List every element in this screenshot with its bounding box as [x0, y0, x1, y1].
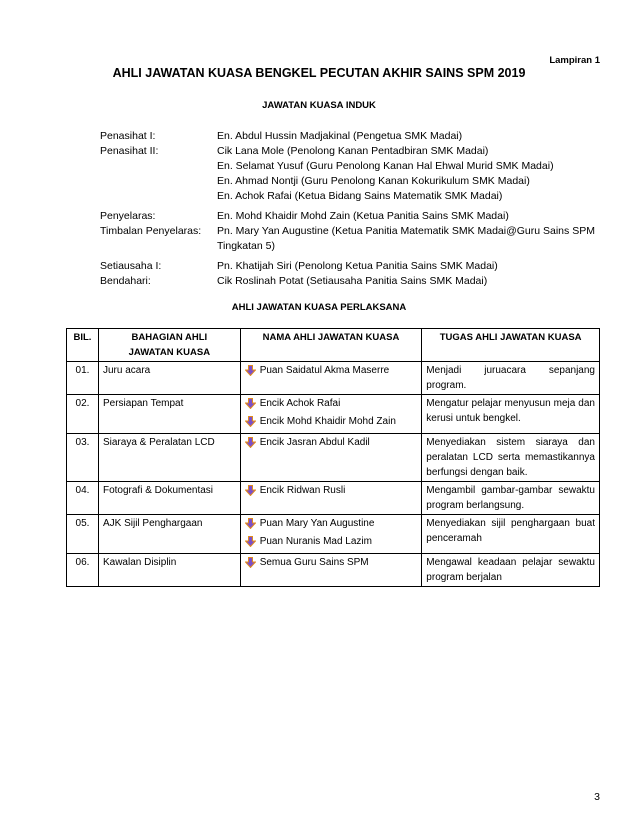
induk-role: Bendahari:	[100, 275, 151, 287]
induk-name: Pn. Khatijah Siri (Penolong Ketua Panitia Sains SMK Madai)	[217, 260, 498, 272]
cell-tugas: Mengatur pelajar menyusun meja dan kerusi untuk bengkel.	[422, 395, 600, 434]
person-name: Encik Ridwan Rusli	[259, 485, 346, 496]
cell-nama	[240, 434, 422, 482]
arrow-down-bullet-icon	[245, 516, 257, 534]
perlaksana-table	[66, 328, 600, 587]
induk-role: Timbalan Penyelaras:	[100, 225, 202, 237]
header-bahagian-line1: BAHAGIAN AHLI	[131, 332, 208, 343]
header-bahagian	[98, 329, 240, 362]
arrow-down-bullet-icon	[245, 414, 257, 432]
table-row	[67, 515, 600, 554]
induk-row	[100, 129, 610, 144]
arrow-down-bullet-icon	[245, 435, 257, 453]
induk-committee-list	[100, 129, 610, 289]
person-entry	[245, 363, 418, 381]
table-row	[67, 395, 600, 434]
induk-names	[217, 209, 610, 224]
person-entry	[245, 414, 418, 432]
induk-name: Tingkatan 5)	[217, 240, 275, 252]
cell-bahagian: Persiapan Tempat	[98, 395, 240, 434]
table-body	[67, 362, 600, 587]
person-name: Encik Achok Rafai	[259, 398, 341, 409]
cell-bahagian: Fotografi & Dokumentasi	[98, 482, 240, 515]
person-entry	[245, 534, 418, 552]
cell-bahagian: AJK Sijil Penghargaan	[98, 515, 240, 554]
cell-bil: 05.	[67, 515, 99, 554]
person-entry	[245, 396, 418, 414]
person-entry	[245, 555, 418, 573]
induk-row	[100, 259, 610, 274]
cell-nama	[240, 515, 422, 554]
person-entry	[245, 516, 418, 534]
table-row	[67, 482, 600, 515]
cell-bahagian: Siaraya & Peralatan LCD	[98, 434, 240, 482]
induk-role: Penasihat I:	[100, 130, 156, 142]
induk-role: Penasihat II:	[100, 145, 159, 157]
induk-name: En. Ahmad Nontji (Guru Penolong Kanan Kokurikulum SMK Madai)	[217, 175, 530, 187]
cell-nama	[240, 362, 422, 395]
induk-names	[217, 144, 610, 204]
appendix-label: Lampiran 1	[549, 55, 600, 66]
cell-nama	[240, 554, 422, 587]
table-row	[67, 362, 600, 395]
arrow-down-bullet-icon	[245, 534, 257, 552]
table-row	[67, 554, 600, 587]
induk-name: Cik Roslinah Potat (Setiausaha Panitia Sains SMK Madai)	[217, 275, 488, 287]
cell-bil: 06.	[67, 554, 99, 587]
header-bil: BIL.	[67, 329, 99, 362]
cell-tugas: Menyediakan sistem siaraya dan peralatan LCD serta memastikannya berfungsi dengan baik.	[422, 434, 600, 482]
induk-name: En. Selamat Yusuf (Guru Penolong Kanan Hal Ehwal Murid SMK Madai)	[217, 160, 554, 172]
induk-row	[100, 274, 610, 289]
arrow-down-bullet-icon	[245, 555, 257, 573]
cell-bil: 01.	[67, 362, 99, 395]
induk-role: Penyelaras:	[100, 210, 156, 222]
induk-row	[100, 224, 610, 254]
arrow-down-bullet-icon	[245, 363, 257, 381]
cell-bil: 04.	[67, 482, 99, 515]
person-name: Encik Jasran Abdul Kadil	[259, 437, 370, 448]
induk-names	[217, 224, 610, 254]
cell-tugas: Mengambil gambar-gambar sewaktu program berlangsung.	[422, 482, 600, 515]
cell-bil: 02.	[67, 395, 99, 434]
induk-names	[217, 274, 610, 289]
person-name: Encik Mohd Khaidir Mohd Zain	[259, 416, 396, 427]
arrow-down-bullet-icon	[245, 396, 257, 414]
header-bahagian-line2: JAWATAN KUASA	[128, 347, 211, 358]
induk-row	[100, 144, 610, 204]
induk-names	[217, 259, 610, 274]
induk-name: En. Mohd Khaidir Mohd Zain (Ketua Panitia Sains SMK Madai)	[217, 210, 509, 222]
table-row	[67, 434, 600, 482]
person-entry	[245, 483, 418, 501]
header-tugas: TUGAS AHLI JAWATAN KUASA	[422, 329, 600, 362]
induk-name: Pn. Mary Yan Augustine (Ketua Panitia Matematik SMK Madai@Guru Sains SPM	[217, 225, 595, 237]
cell-tugas: Menjadi juruacara sepanjang program.	[422, 362, 600, 395]
person-name: Puan Saidatul Akma Maserre	[259, 365, 390, 376]
page-number: 3	[594, 791, 600, 803]
person-name: Puan Mary Yan Augustine	[259, 518, 375, 529]
header-nama: NAMA AHLI JAWATAN KUASA	[240, 329, 422, 362]
perlaksana-heading: AHLI JAWATAN KUASA PERLAKSANA	[231, 302, 407, 313]
cell-bahagian: Kawalan Disiplin	[98, 554, 240, 587]
cell-bil: 03.	[67, 434, 99, 482]
cell-tugas: Menyediakan sijil penghargaan buat penceramah	[422, 515, 600, 554]
person-name: Semua Guru Sains SPM	[259, 557, 369, 568]
cell-nama	[240, 482, 422, 515]
induk-heading: JAWATAN KUASA INDUK	[262, 100, 376, 111]
arrow-down-bullet-icon	[245, 483, 257, 501]
table-header-row	[67, 329, 600, 362]
cell-tugas: Mengawal keadaan pelajar sewaktu program berjalan	[422, 554, 600, 587]
induk-name: Cik Lana Mole (Penolong Kanan Pentadbiran SMK Madai)	[217, 145, 489, 157]
document-title: AHLI JAWATAN KUASA BENGKEL PECUTAN AKHIR SAINS SPM 2019	[112, 66, 526, 80]
person-name: Puan Nuranis Mad Lazim	[259, 536, 372, 547]
induk-names	[217, 129, 610, 144]
cell-bahagian: Juru acara	[98, 362, 240, 395]
induk-name: En. Abdul Hussin Madjakinal (Pengetua SMK Madai)	[217, 130, 463, 142]
induk-row	[100, 209, 610, 224]
cell-nama	[240, 395, 422, 434]
induk-role: Setiausaha I:	[100, 260, 162, 272]
person-entry	[245, 435, 418, 453]
induk-name: En. Achok Rafai (Ketua Bidang Sains Matematik SMK Madai)	[217, 190, 503, 202]
